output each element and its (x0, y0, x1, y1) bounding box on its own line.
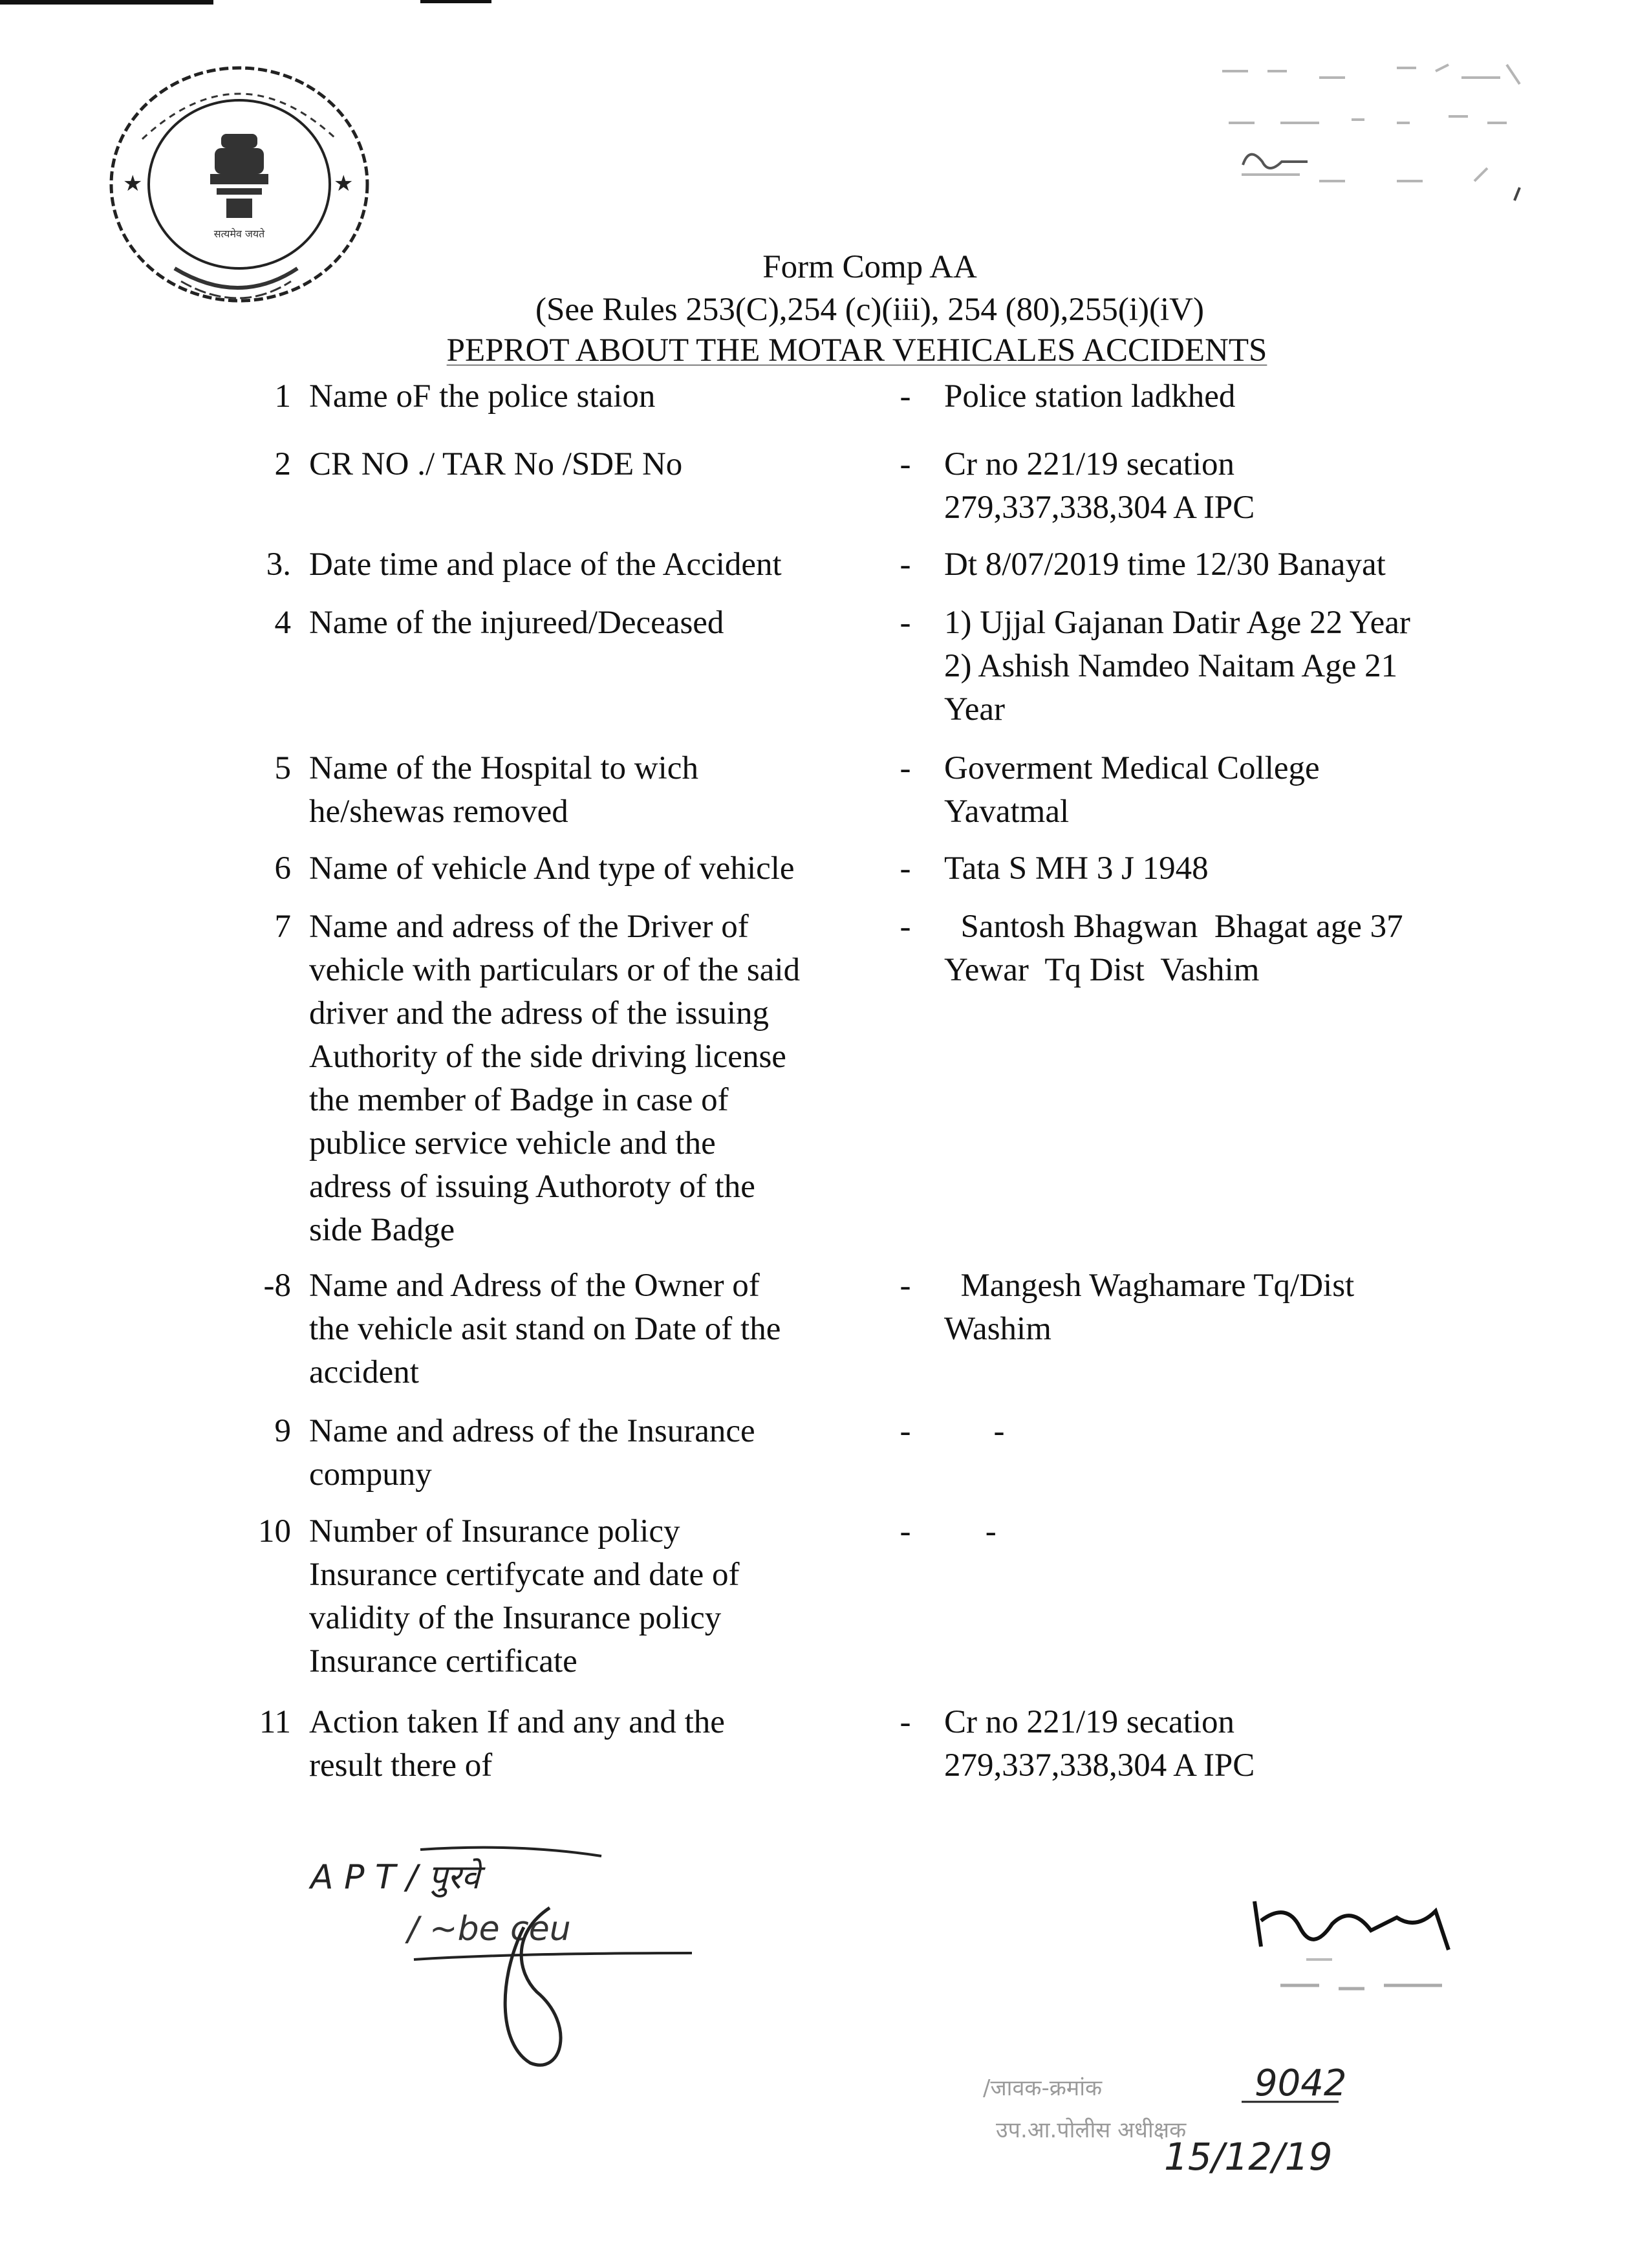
row-number: 9 (274, 1413, 291, 1449)
row-dash: - (900, 546, 911, 583)
row-value: Cr no 221/19 secation 279,337,338,304 A IPC (944, 446, 1255, 526)
svg-text:★: ★ (123, 171, 143, 197)
svg-text:सत्यमेव जयते: सत्यमेव जयते (213, 228, 265, 240)
row-value: 1) Ujjal Gajanan Datir Age 22 Year 2) Ashish Namdeo Naitam Age 21 Year (944, 605, 1410, 728)
row-label: Action taken If and any and the result there of (309, 1704, 725, 1784)
form-title: Form Comp AA (762, 249, 977, 285)
endorsement-line-2: / ~be ceu (407, 1910, 571, 1949)
row-number: 5 (274, 750, 291, 786)
row-value: Mangesh Waghamare Tq/Dist Washim (944, 1268, 1355, 1347)
row-label: Name of the injureed/Deceased (309, 605, 724, 641)
row-label: Name and adress of the Insurance compuny (309, 1413, 755, 1493)
row-number: -8 (263, 1268, 291, 1304)
top-edge-line (0, 0, 213, 5)
row-label: Name oF the police staion (309, 378, 656, 415)
row-number: 7 (274, 909, 291, 945)
row-dash: - (900, 1704, 911, 1740)
row-dash: - (900, 605, 911, 641)
row-dash: - (900, 1513, 911, 1550)
row-number: 3. (266, 546, 291, 583)
row-number: 11 (259, 1704, 291, 1740)
row-number: 1 (274, 378, 291, 415)
top-edge-line-2 (420, 0, 491, 3)
row-dash: - (900, 1268, 911, 1304)
row-dash: - (900, 1413, 911, 1449)
row-label: Number of Insurance policy Insurance certifycate and date of validity of the Insurance policy Insurance certificate (309, 1513, 740, 1679)
row-dash: - (900, 750, 911, 786)
row-dash: - (900, 446, 911, 482)
stamp-label-1: /जावक-क्रमांक (983, 2075, 1103, 2101)
row-value: Cr no 221/19 secation 279,337,338,304 A IPC (944, 1704, 1255, 1784)
rules-reference: (See Rules 253(C),254 (c)(iii), 254 (80),255(i)(iV) (535, 292, 1204, 328)
stamp-date: 15/12/19 (1164, 2135, 1333, 2179)
row-dash: - (900, 909, 911, 945)
row-value: Santosh Bhagwan Bhagat age 37 Yewar Tq Dist Vashim (944, 909, 1403, 988)
stamp-label-2: उप.आ.पोलीस अधीक्षक (996, 2117, 1187, 2143)
row-value: Dt 8/07/2019 time 12/30 Banayat (944, 546, 1386, 583)
row-number: 6 (274, 850, 291, 887)
row-value: Police station ladkhed (944, 378, 1236, 415)
outward-number-stamp (970, 2057, 1423, 2186)
outward-number: 9042 (1255, 2062, 1347, 2104)
endorsement-line-1: A P T / पुरवे (310, 1858, 480, 1897)
row-dash: - (900, 850, 911, 887)
row-value: - (944, 1413, 1005, 1449)
row-value: Tata S MH 3 J 1948 (944, 850, 1209, 887)
row-number: 4 (274, 605, 291, 641)
row-label: Name and adress of the Driver of vehicle with particulars or of the said driver and the adress of the issuing Authority of the side driving license the member of Badge in case of publice service vehicle and the adress of issuing Authoroty of the side Badge (309, 909, 801, 1248)
row-number: 10 (258, 1513, 291, 1550)
row-value: Goverment Medical College Yavatmal (944, 750, 1320, 830)
faint-office-stamp (1203, 52, 1565, 220)
row-label: Name of vehicle And type of vehicle (309, 850, 795, 887)
svg-text:★: ★ (334, 171, 354, 197)
row-number: 2 (274, 446, 291, 482)
officer-signature (1229, 1875, 1500, 2031)
row-label: Name of the Hospital to wich he/shewas removed (309, 750, 698, 830)
row-label: CR NO ./ TAR No /SDE No (309, 446, 683, 482)
row-label: Name and Adress of the Owner of the vehicle asit stand on Date of the accident (309, 1268, 781, 1390)
row-dash: - (900, 378, 911, 415)
row-value: - (944, 1513, 997, 1550)
handwritten-endorsement (304, 1830, 718, 2076)
row-label: Date time and place of the Accident (309, 546, 782, 583)
report-title: PEPROT ABOUT THE MOTAR VEHICALES ACCIDENTS (446, 332, 1267, 369)
